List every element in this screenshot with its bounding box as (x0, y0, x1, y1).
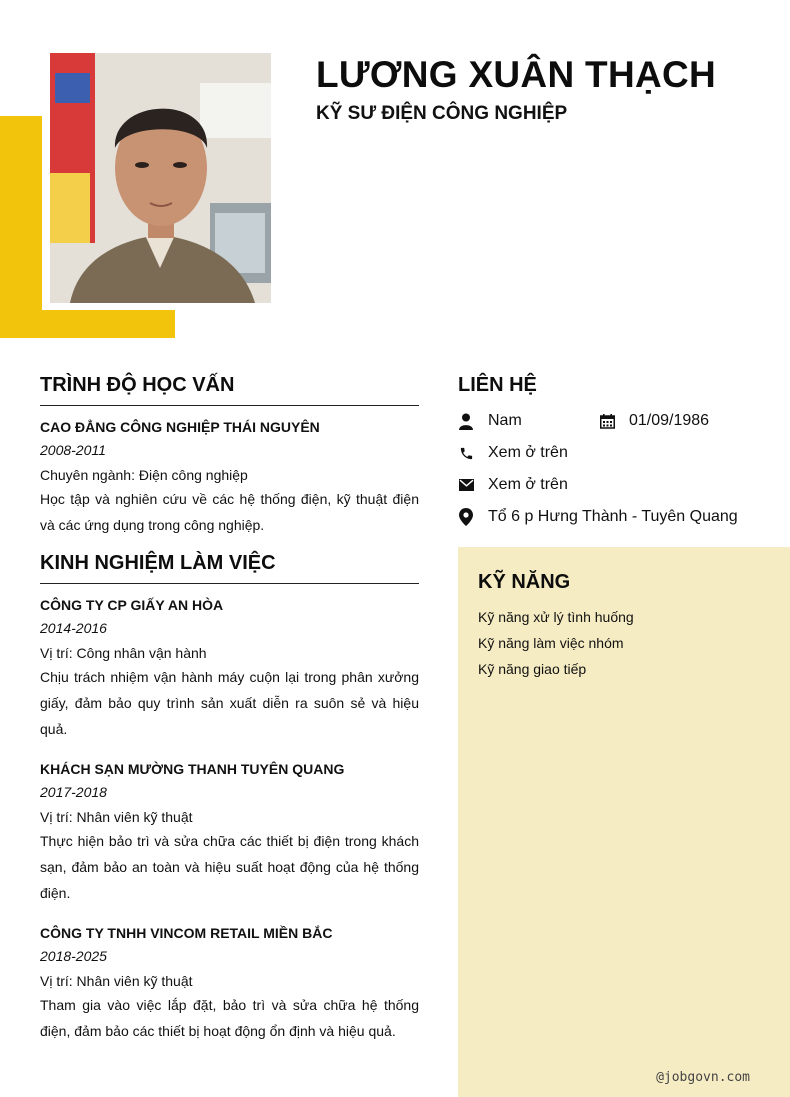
contact-heading: LIÊN HỆ (458, 374, 537, 396)
education-entry (40, 418, 419, 538)
left-column (40, 374, 419, 1062)
candidate-name: LƯƠNG XUÂN THẠCH (316, 54, 717, 95)
education-period: 2008-2011 (40, 442, 106, 458)
address-value: Tổ 6 p Hưng Thành - Tuyên Quang (488, 508, 738, 525)
profile-photo (50, 53, 271, 303)
email-value: Xem ở trên (488, 476, 568, 493)
company-name: CÔNG TY CP GIẤY AN HÒA (40, 597, 224, 613)
experience-position: Vị trí: Nhân viên kỹ thuật (40, 809, 193, 825)
experience-entry (40, 596, 419, 742)
experience-position: Vị trí: Công nhân vận hành (40, 645, 207, 661)
contact-row-email (458, 469, 790, 501)
birthdate-cell (599, 412, 740, 430)
experience-description: Tham gia vào việc lắp đặt, bảo trì và sửa chữa hệ thống điện, đảm bảo các thiết bị hoạt động ổn định và hiệu quả. (40, 997, 419, 1039)
experience-period: 2018-2025 (40, 948, 107, 964)
skill-item: Kỹ năng làm việc nhóm (478, 635, 624, 651)
phone-value: Xem ở trên (488, 444, 568, 461)
experience-entry (40, 760, 419, 906)
gender-cell (458, 412, 599, 430)
birthdate-value: 01/09/1986 (629, 412, 710, 429)
skills-panel (458, 547, 790, 1097)
company-name: KHÁCH SẠN MƯỜNG THANH TUYÊN QUANG (40, 761, 345, 777)
experience-heading: KINH NGHIỆM LÀM VIỆC (40, 552, 419, 584)
contact-row-phone (458, 437, 790, 469)
experience-description: Thực hiện bảo trì và sửa chữa các thiết bị điện trong khách sạn, đảm bảo an toàn và hiệu suất hoạt động của hệ thống điện. (40, 833, 419, 901)
phone-icon (458, 444, 474, 462)
company-name: CÔNG TY TNHH VINCOM RETAIL MIỀN BẮC (40, 925, 333, 941)
contact-row-address (458, 501, 790, 533)
person-icon (458, 412, 474, 430)
experience-description: Chịu trách nhiệm vận hành máy cuộn lại trong phân xưởng giấy, đảm bảo quy trình sản xuất diễn ra suôn sẻ và hiệu quả. (40, 669, 419, 737)
gender-value: Nam (488, 412, 522, 429)
experience-period: 2014-2016 (40, 620, 107, 636)
contact-row-personal (458, 405, 790, 437)
school-name: CAO ĐẲNG CÔNG NGHIỆP THÁI NGUYÊN (40, 419, 320, 435)
education-description: Học tập và nghiên cứu về các hệ thống điện, kỹ thuật điện và các ứng dụng trong công nghiệp. (40, 491, 419, 533)
skill-item: Kỹ năng xử lý tình huống (478, 609, 634, 625)
skill-item: Kỹ năng giao tiếp (478, 661, 587, 677)
education-major: Chuyên ngành: Điện công nghiệp (40, 467, 248, 483)
experience-entry (40, 924, 419, 1044)
contact-section (458, 374, 790, 533)
education-heading: TRÌNH ĐỘ HỌC VẤN (40, 374, 419, 406)
experience-position: Vị trí: Nhân viên kỹ thuật (40, 973, 193, 989)
location-pin-icon (458, 508, 474, 526)
email-icon (458, 476, 474, 494)
calendar-icon (599, 412, 615, 430)
job-title: KỸ SƯ ĐIỆN CÔNG NGHIỆP (316, 103, 568, 124)
experience-period: 2017-2018 (40, 784, 107, 800)
skills-heading: KỸ NĂNG (478, 571, 571, 593)
watermark: @jobgovn.com (656, 1070, 750, 1085)
